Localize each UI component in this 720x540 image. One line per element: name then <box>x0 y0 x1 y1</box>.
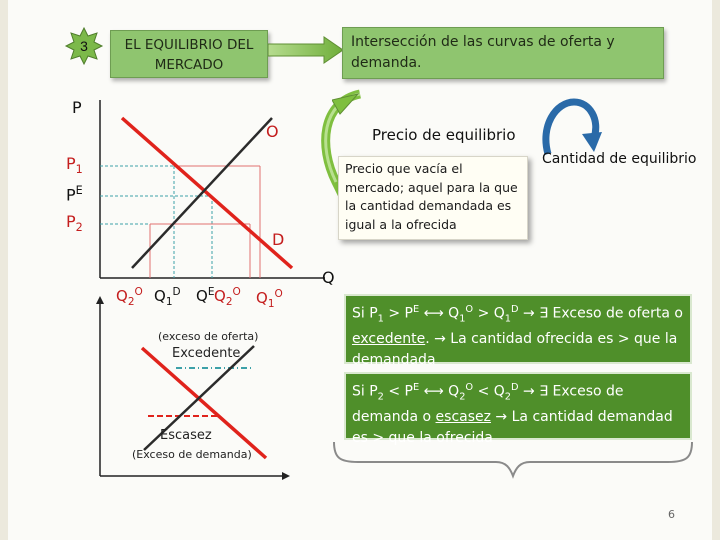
q-label-q2o: $Q_2^O$ <box>116 286 143 308</box>
slide-title: EL EQUILIBRIO DEL MERCADO <box>110 30 268 78</box>
shortage-case-box: Si $P_2 < P^E$ ⟷ $Q_2^O < Q_2^D$ → ∃ Exceso de demanda o escasez → La cantidad demandad es > que la ofrecida <box>344 372 692 440</box>
shortage-note: (Exceso de demanda) <box>132 448 252 461</box>
surplus-shortage-graph <box>94 296 294 492</box>
price-label-pe: $P^E$ <box>66 184 83 205</box>
grouping-bracket-icon <box>328 440 698 480</box>
surplus-keyword: excedente <box>352 331 426 348</box>
price-label-p1: $P_1$ <box>66 154 83 177</box>
supply-curve <box>132 118 272 268</box>
surplus-label: Excedente <box>172 346 241 361</box>
shortage-label: Escasez <box>160 428 212 443</box>
price-equilibrium-heading: Precio de equilibrio <box>372 126 516 144</box>
reference-lines-red <box>150 166 260 278</box>
surplus-case-box: Si $P_1 > P^E$ ⟷ $Q_1^O > Q_1^D$ → ∃ Exceso de oferta o excedente. → La cantidad ofrecida es > que la demandada <box>344 294 692 364</box>
demand-label: D <box>272 230 285 249</box>
supply-demand-graph <box>60 100 350 300</box>
x-axis-label: Q <box>322 268 335 287</box>
y-axis-label: P <box>72 98 82 117</box>
quantity-equilibrium-heading: Cantidad de equilibrio <box>542 151 697 167</box>
page-number: 6 <box>668 508 675 521</box>
slide-number-badge <box>64 26 104 66</box>
shortage-keyword: escasez <box>435 409 491 426</box>
title-arrow-icon <box>268 36 344 64</box>
q-label-q1d: $Q_1^D$ <box>154 286 181 308</box>
subtitle-callout: Intersección de las curvas de oferta y demanda. <box>342 27 664 79</box>
price-definition-note: Precio que vacía el mercado; aquel para la que la cantidad demandada es igual a la ofrecida <box>338 156 528 240</box>
q-label-qe: $Q^E$ <box>196 286 215 305</box>
q-label-q2o-b: $Q_2^O$ <box>214 286 241 308</box>
supply-label: O <box>266 122 279 141</box>
badge-number: 3 <box>80 38 88 54</box>
surplus-note: (exceso de oferta) <box>158 330 259 343</box>
green-arrow-head-icon <box>332 92 362 122</box>
price-label-p2: $P_2$ <box>66 212 83 235</box>
q-label-q1o: $Q_1^O$ <box>256 288 283 310</box>
